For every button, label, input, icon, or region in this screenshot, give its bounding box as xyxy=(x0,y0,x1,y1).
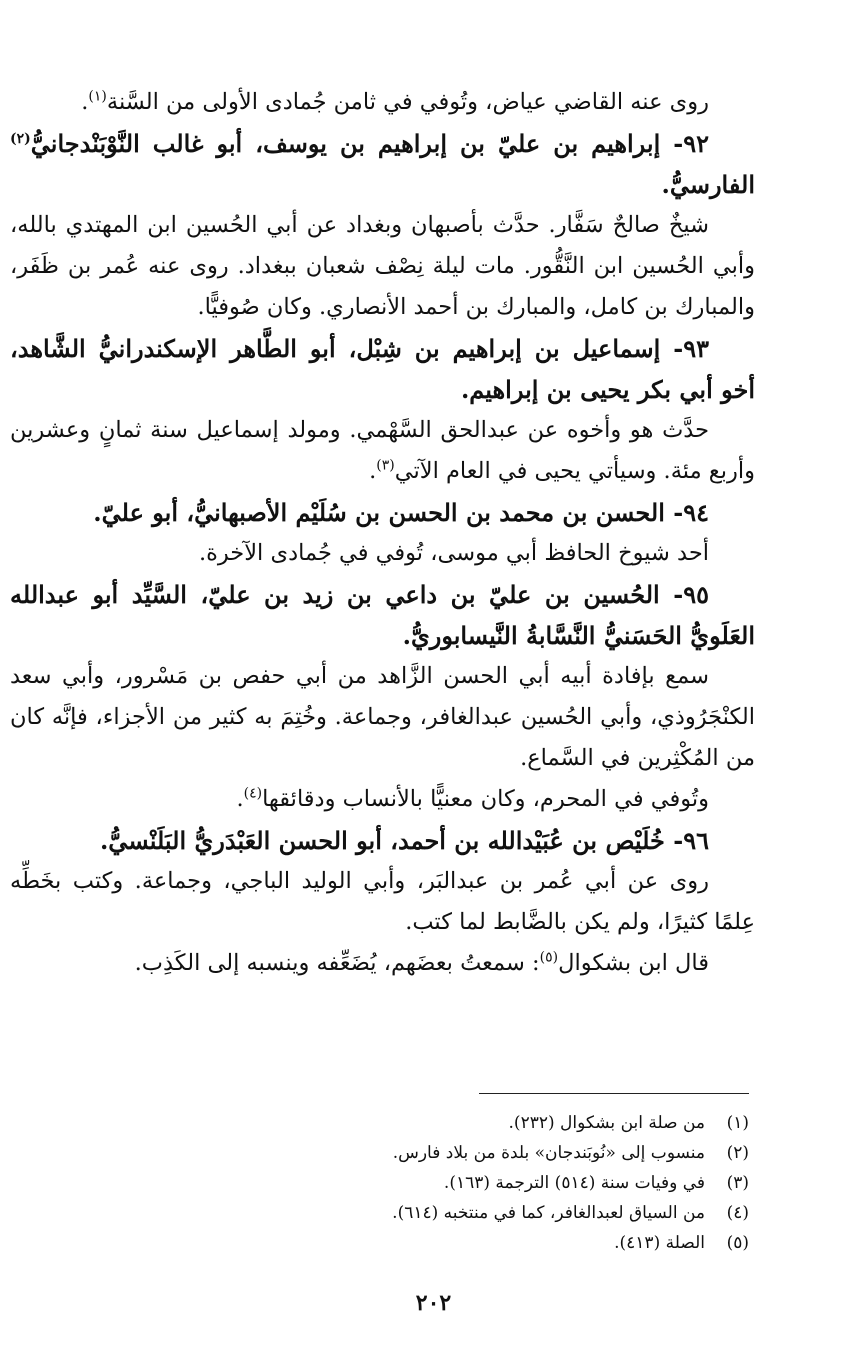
biography-heading xyxy=(10,123,755,205)
footnote-number: (٤) xyxy=(726,1203,749,1223)
page-number: ٢٠٢ xyxy=(415,1290,452,1316)
body-paragraph xyxy=(10,943,755,984)
paragraph-text: قال ابن بشكوال xyxy=(558,950,709,976)
footnote-text: الصلة (٤١٣). xyxy=(614,1233,705,1253)
biography-heading xyxy=(10,328,755,410)
footnote-text: في وفيات سنة (٥١٤) الترجمة (١٦٣). xyxy=(443,1173,705,1193)
footnote-item xyxy=(109,1198,749,1228)
paragraph-tail: . xyxy=(236,786,244,812)
paragraph-text: ٩٣- إسماعيل بن إبراهيم بن شِبْل، أبو الطَّاهر الإسكندرانيُّ الشَّاهد، أخو أبي بكر يحيى بن إبراهيم. xyxy=(10,334,755,404)
paragraph-text: سمع بإفادة أبيه أبي الحسن الزَّاهد من أبي حفص بن مَسْرور، وأبي سعد الكنْجَرُوذي، وأبي الحُسين عبدالغافر، وجماعة. وخُتِمَ به كثير من الأجزاء، فإنَّه كان من المُكْثِرين في السَّماع. xyxy=(10,663,755,771)
footnote-text: من السياق لعبدالغافر، كما في منتخبه (٦١٤). xyxy=(392,1203,705,1223)
footnote-reference[interactable]: (٤) xyxy=(243,785,263,802)
paragraph-tail: الفارسيُّ. xyxy=(661,170,755,199)
footnote-number: (٢) xyxy=(726,1143,749,1163)
footnote-reference[interactable]: (٣) xyxy=(376,457,395,474)
body-paragraph xyxy=(10,82,755,123)
body-paragraph xyxy=(10,533,755,574)
paragraph-tail: : سمعتُ بعضَهم، يُضَعِّفه وينسبه إلى الكَذِب. xyxy=(134,950,540,976)
paragraph-text: أحد شيوخ الحافظ أبي موسى، تُوفي في جُمادى الآخرة. xyxy=(198,540,709,566)
body-paragraph xyxy=(10,205,755,328)
biography-heading xyxy=(10,492,755,533)
paragraph-tail: . xyxy=(81,89,89,115)
biography-heading xyxy=(10,574,755,656)
body-paragraph xyxy=(10,861,755,943)
footnote-reference[interactable]: (٥) xyxy=(539,949,559,966)
paragraph-text: ٩٤- الحسن بن محمد بن الحسن بن سُلَيْم الأصبهانيُّ، أبو عليّ. xyxy=(93,498,709,527)
footnote-item xyxy=(109,1168,749,1198)
footnote-reference[interactable]: (١) xyxy=(88,88,107,105)
biography-heading xyxy=(10,820,755,861)
footnotes xyxy=(109,1108,749,1258)
paragraph-text: حدَّث هو وأخوه عن عبدالحق السَّهْمي. ومولد إسماعيل سنة ثمانٍ وعشرين وأربع مئة. وسيأتي يحيى في العام الآتي xyxy=(10,417,755,484)
paragraph-text: ٩٢- إبراهيم بن عليّ بن إبراهيم بن يوسف، أبو غالب النَّوْبَنْدجانيُّ xyxy=(30,129,709,158)
footnote-divider xyxy=(479,1093,749,1094)
paragraph-text: ٩٥- الحُسين بن عليّ بن داعي بن زيد بن عليّ، السَّيِّد أبو عبدالله العَلَويُّ الحَسَنيُّ النَّسَّابةُ النَّيسابوريُّ. xyxy=(10,580,755,650)
paragraph-tail: . xyxy=(369,458,377,484)
footnote-item xyxy=(109,1138,749,1168)
paragraph-text: روى عنه القاضي عياض، وتُوفي في ثامن جُمادى الأولى من السَّنة xyxy=(106,89,709,115)
paragraph-text: ٩٦- خُلَيْص بن عُبَيْدالله بن أحمد، أبو الحسن العَبْدَريُّ البَلَنْسيُّ. xyxy=(99,826,709,855)
footnote-number: (٣) xyxy=(726,1173,749,1193)
paragraph-text: وتُوفي في المحرم، وكان معنيًّا بالأنساب ودقائقها xyxy=(262,786,709,812)
body-paragraph xyxy=(10,779,755,820)
body-paragraph xyxy=(10,656,755,779)
paragraph-text: شيخٌ صالحٌ سَفَّار. حدَّث بأصبهان وبغداد عن أبي الحُسين ابن المهتدي بالله، وأبي الحُسين ابن النَّقُّور. مات ليلة نِصْف شعبان ببغداد. روى عنه عُمر بن ظَفَر، والمبارك بن كامل، والمبارك بن أحمد الأنصاري. وكان صُوفيًّا. xyxy=(10,212,755,320)
main-text xyxy=(10,82,755,984)
paragraph-text: روى عن أبي عُمر بن عبدالبَر، وأبي الوليد الباجي، وجماعة. وكتب بخَطِّه عِلمًا كثيرًا، ولم يكن بالضَّابط لما كتب. xyxy=(10,868,755,935)
footnote-item xyxy=(109,1228,749,1258)
footnote-reference[interactable]: (٢) xyxy=(10,131,31,147)
footnote-text: منسوب إلى «نُوبَندجان» بلدة من بلاد فارس. xyxy=(392,1143,705,1163)
footnote-number: (١) xyxy=(726,1113,749,1133)
footnote-item xyxy=(109,1108,749,1138)
footnote-number: (٥) xyxy=(726,1233,749,1253)
footnote-text: من صلة ابن بشكوال (٢٣٢). xyxy=(508,1113,705,1133)
body-paragraph xyxy=(10,410,755,492)
